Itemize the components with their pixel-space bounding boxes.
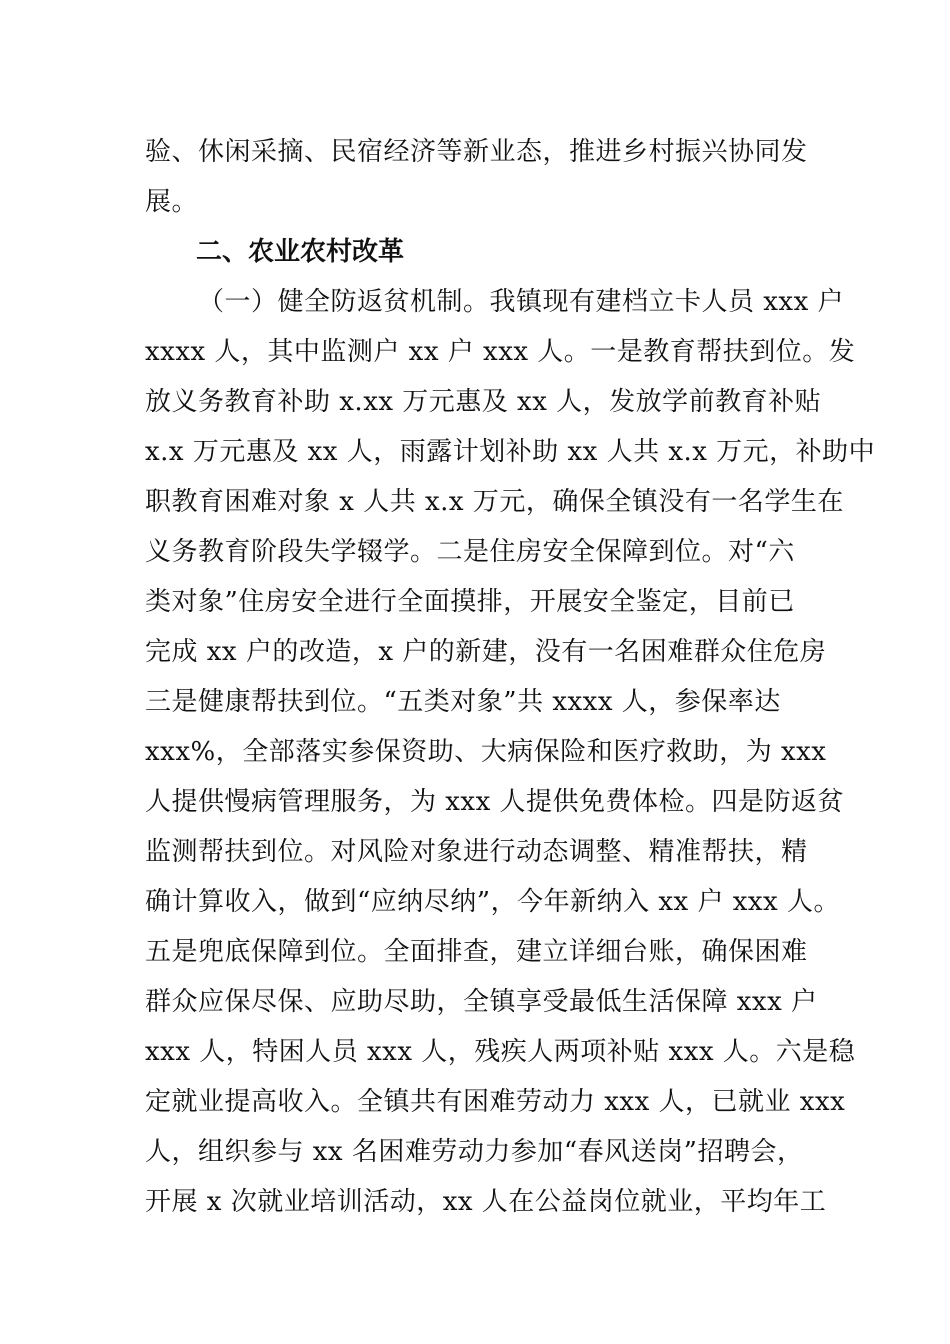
text-line: 开展 x 次就业培训活动，xx 人在公益岗位就业，平均年工	[145, 1187, 827, 1217]
text-line: xxx 人，特困人员 xxx 人，残疾人两项补贴 xxx 人。六是稳	[145, 1037, 856, 1067]
text-line: 放义务教育补助 x.xx 万元惠及 xx 人，发放学前教育补贴	[145, 387, 822, 417]
text-line: 类对象”住房安全进行全面摸排，开展安全鉴定，目前已	[145, 587, 795, 617]
text-line: xxx%，全部落实参保资助、大病保险和医疗救助，为 xxx	[145, 737, 827, 767]
section-heading: 二、农业农村改革	[196, 237, 405, 267]
text-line: 人，组织参与 xx 名困难劳动力参加“春风送岗”招聘会，	[145, 1137, 804, 1167]
text-line: 五是兜底保障到位。全面排查，建立详细台账，确保困难	[145, 937, 808, 967]
text-line: xxxx 人，其中监测户 xx 户 xxx 人。一是教育帮扶到位。发	[145, 337, 856, 367]
text-line: 人提供慢病管理服务，为 xxx 人提供免费体检。四是防返贫	[145, 787, 845, 817]
text-line: 定就业提高收入。全镇共有困难劳动力 xxx 人，已就业 xxx	[145, 1087, 846, 1117]
paragraph-first-line: （一）健全防返贫机制。我镇现有建档立卡人员 xxx 户	[198, 287, 845, 317]
text-line: 展。	[145, 187, 199, 217]
text-line: 群众应保尽保、应助尽助，全镇享受最低生活保障 xxx 户	[145, 987, 818, 1017]
text-line: 职教育困难对象 x 人共 x.x 万元，确保全镇没有一名学生在	[145, 487, 844, 517]
text-line: 验、休闲采摘、民宿经济等新业态，推进乡村振兴协同发	[145, 137, 808, 167]
text-line: 确计算收入，做到“应纳尽纳”，今年新纳入 xx 户 xxx 人。	[145, 887, 840, 917]
text-line: 三是健康帮扶到位。“五类对象”共 xxxx 人，参保率达	[145, 687, 781, 717]
text-line: 监测帮扶到位。对风险对象进行动态调整、精准帮扶，精	[145, 837, 808, 867]
text-line: 完成 xx 户的改造，x 户的新建，没有一名困难群众住危房	[145, 637, 827, 667]
text-line: 义务教育阶段失学辍学。二是住房安全保障到位。对“六	[145, 537, 795, 567]
text-line: x.x 万元惠及 xx 人，雨露计划补助 xx 人共 x.x 万元，补助中	[145, 437, 876, 467]
